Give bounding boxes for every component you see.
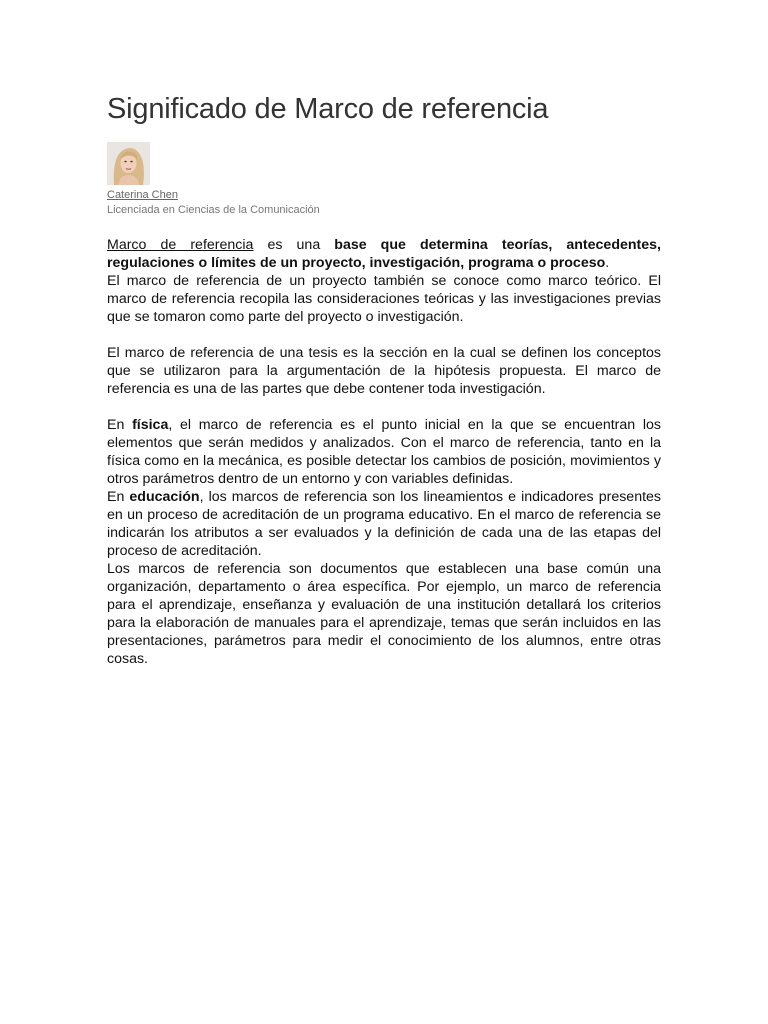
paragraph-tesis: El marco de referencia de una tesis es la sección en la cual se definen los conceptos que se utilizaron para la argumentación de la hipótesis propuesta. El marco de referencia es una de las partes que debe contener toda investigación.	[107, 345, 661, 397]
paragraph-fisica	[107, 416, 661, 488]
document-page	[107, 88, 661, 668]
educacion-rest: , los marcos de referencia son los lineamientos e indicadores presentes en un proceso de acreditación de un programa educativo. En el marco de referencia se indicarán los atributos a ser evaluados y la definición de cada una de las etapas del proceso de acreditación.	[107, 489, 662, 559]
author-avatar[interactable]	[107, 142, 150, 185]
marco-de-referencia-link[interactable]: Marco de referencia	[107, 237, 254, 253]
page-title: Significado de Marco de referencia	[107, 93, 549, 125]
educacion-bold: educación	[129, 489, 200, 505]
paragraph-documentos: Los marcos de referencia son documentos que establecen una base común una organización, departamento o área específica. Por ejemplo, un marco de referencia para el aprendizaje, enseñanza y evaluación de una institución detallará los criterios para la elaboración de manuales para el aprendizaje, temas que serán incluidos en las presentaciones, parámetros para medir el conocimiento de los alumnos, entre otras cosas.	[107, 561, 661, 667]
intro-lead-text: es una	[253, 237, 335, 253]
author-block	[107, 142, 661, 217]
intro-paragraph	[107, 236, 661, 272]
intro-bold-definition: base que determina teorías, antecedentes, regulaciones o límites de un proyecto, investigación, programa o proceso	[107, 237, 661, 271]
fisica-prefix: En	[107, 417, 133, 433]
educacion-prefix: En	[107, 489, 130, 505]
fisica-rest: , el marco de referencia es el punto inicial en la que se encuentran los elementos que serán medidos y analizados. Con el marco de referencia, tanto en la física como en la mecánica, es posible detectar los cambios de posición, movimientos y otros parámetros dentro de un entorno y con variables definidas.	[107, 417, 662, 487]
author-name-link[interactable]: Caterina Chen	[107, 189, 178, 201]
paragraph-spacer	[107, 326, 661, 344]
fisica-bold: física	[132, 417, 169, 433]
paragraph-spacer	[107, 398, 661, 416]
paragraph-marco-teorico: El marco de referencia de un proyecto también se conoce como marco teórico. El marco de referencia recopila las consideraciones teóricas y las investigaciones previas que se tomaron como parte del proyecto o investigación.	[107, 273, 661, 325]
article-body	[107, 236, 661, 668]
paragraph-educacion	[107, 488, 661, 560]
author-credential: Licenciada en Ciencias de la Comunicación	[107, 204, 320, 216]
intro-end-text: .	[605, 255, 610, 271]
author-portrait-icon	[107, 142, 150, 185]
